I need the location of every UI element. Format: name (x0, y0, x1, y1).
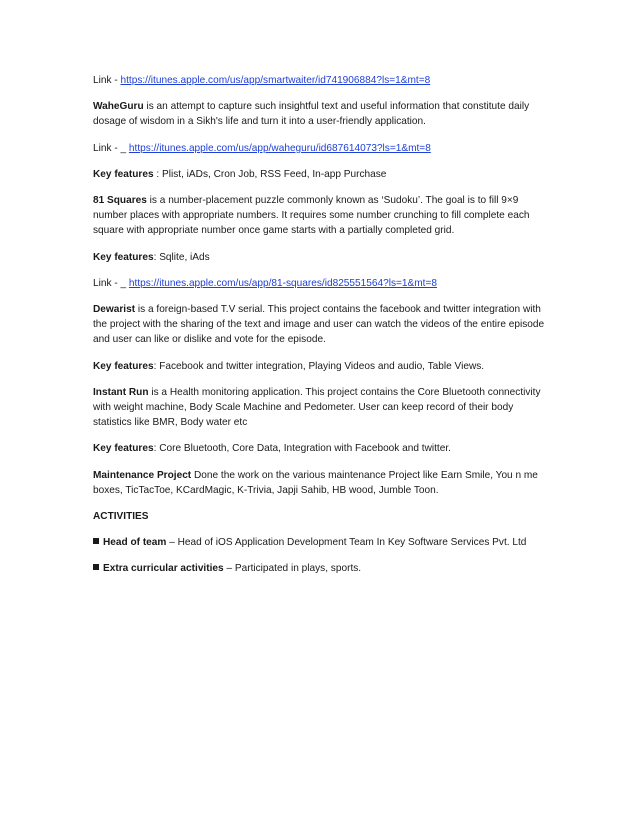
activities-heading: ACTIVITIES (93, 511, 149, 523)
activity-bullet-head-of-team (93, 535, 553, 550)
project-name: WaheGuru (93, 101, 144, 113)
document-page (93, 73, 553, 588)
activity-label: Head of team (103, 537, 167, 549)
key-features-text: : Facebook and twitter integration, Playing Videos and audio, Table Views. (153, 360, 485, 372)
81-squares-link[interactable]: https://itunes.apple.com/us/app/81-squares/id825551564?ls=1&mt=8 (128, 277, 437, 289)
key-features-instant-run (93, 441, 553, 456)
key-features-label: Key features (93, 251, 154, 263)
activity-bullet-extra-curricular (93, 561, 553, 576)
activity-label: Extra curricular activities (103, 563, 224, 575)
square-bullet-icon (93, 564, 99, 570)
key-features-text: : Plist, iADs, Cron Job, RSS Feed, In-app Purchase (153, 168, 387, 180)
project-waheguru (93, 99, 553, 129)
project-description: Done the work on the various maintenance Project like Earn Smile, You n me boxes, TicTacToe, KCardMagic, K-Trivia, Japji Sahib, HB wood, Jumble Toon. (93, 469, 538, 496)
key-features-dewarist (93, 359, 553, 374)
project-instant-run (93, 385, 553, 431)
key-features-label: Key features (93, 168, 154, 180)
key-features-text: : Sqlite, iAds (153, 251, 210, 263)
square-bullet-icon (93, 538, 99, 544)
key-features-waheguru (93, 167, 553, 182)
project-name: Instant Run (93, 386, 149, 398)
link-prefix: Link - (93, 75, 121, 86)
activity-text: – Participated in plays, sports. (223, 563, 362, 575)
key-features-label: Key features (93, 443, 154, 455)
project-81-squares (93, 193, 553, 239)
key-features-text: : Core Bluetooth, Core Data, Integration with Facebook and twitter. (153, 443, 451, 455)
link-line-81-squares (93, 276, 553, 291)
link-line-smartwaiter (93, 73, 553, 88)
smartwaiter-link[interactable]: https://itunes.apple.com/us/app/smartwaiter/id741906884?ls=1&mt=8 (120, 75, 431, 86)
project-name: Maintenance Project (93, 469, 192, 481)
waheguru-link[interactable]: https://itunes.apple.com/us/app/waheguru/id687614073?ls=1&mt=8 (128, 142, 431, 154)
project-description: is a number-placement puzzle commonly known as ‘Sudoku’. The goal is to fill 9×9 number places with appropriate numbers. It requires some number crunching to fill complete each square with appropriate number once game starts with a partially completed grid. (93, 195, 530, 237)
key-features-81-squares (93, 250, 553, 265)
project-description: is a foreign-based T.V serial. This project contains the facebook and twitter integration with the project with the sharing of the text and image and user can watch the videos of the entire episode and user can like or dislike and vote for the episode. (93, 304, 545, 346)
project-maintenance (93, 468, 553, 498)
link-line-waheguru (93, 141, 553, 156)
link-prefix: Link - _ (93, 277, 129, 289)
activity-text: – Head of iOS Application Development Team In Key Software Services Pvt. Ltd (166, 537, 527, 549)
project-description: is a Health monitoring application. This project contains the Core Bluetooth connectivity with weight machine, Body Scale Machine and Pedometer. User can keep record of their body statistics like BMR, Body water etc (93, 386, 541, 429)
project-description: is an attempt to capture such insightful text and useful information that constitute daily dosage of wisdom in a Sikh's life and turn it into a user-friendly application. (93, 101, 530, 128)
project-name: 81 Squares (93, 195, 147, 207)
project-name: Dewarist (93, 304, 136, 316)
link-prefix: Link - _ (93, 142, 129, 154)
key-features-label: Key features (93, 360, 154, 372)
project-dewarist (93, 302, 553, 348)
